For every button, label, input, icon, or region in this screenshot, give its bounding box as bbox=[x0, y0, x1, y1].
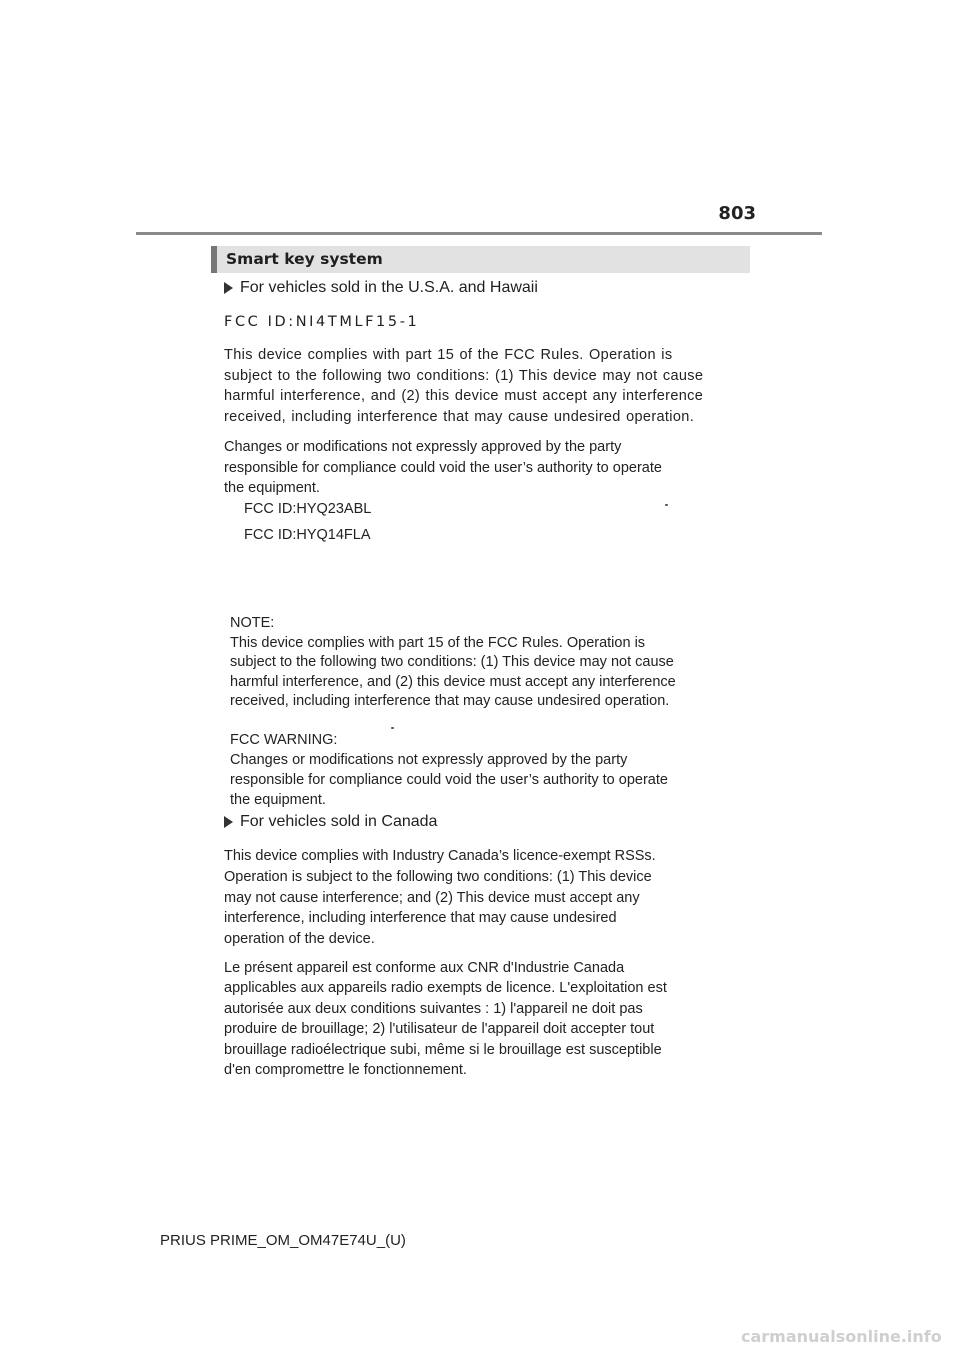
fcc-note-paragraph: NOTE: This device complies with part 15 of the FCC Rules. Operation is subject to the following two conditions: (1) This device may not cause harmful interference, and (2) this device must accept any interference received, including interference that may cause undesired operation. bbox=[230, 615, 676, 710]
fcc-changes-paragraph: Changes or modifications not expressly approved by the party responsible for compliance could void the user’s authority to operate the equipment. bbox=[224, 439, 662, 497]
canada-french-paragraph: Le présent appareil est conforme aux CNR d'Industrie Canada applicables aux appareils radio exempts de licence. L'exploitation est autorisée aux deux conditions suivantes : 1) l'appareil ne doit pas produire de brouillage; 2) l'utilisateur de l'appareil doit accepter tout brouillage radioélectrique subi, même si le brouillage est susceptible d'en compromettre le fonctionnement. bbox=[224, 960, 667, 1079]
fcc-id-hyq14fla: FCC ID:HYQ14FLA bbox=[244, 527, 371, 543]
usa-heading bbox=[224, 279, 538, 297]
scan-speck bbox=[391, 727, 394, 729]
fcc-compliance-paragraph: This device complies with part 15 of the FCC Rules. Operation is subject to the following two conditions: (1) This device may not cause harmful interference, and (2) this device must accept any interference received, including interference that may cause undesired operation. bbox=[224, 347, 704, 425]
page-number: 803 bbox=[718, 203, 756, 224]
fcc-id-ni4tmlf15: FCC ID:NI4TMLF15-1 bbox=[224, 314, 420, 330]
section-title: Smart key system bbox=[211, 246, 750, 273]
fcc-warning-paragraph: FCC WARNING: Changes or modifications not expressly approved by the party responsible for compliance could void the user’s authority to operate the equipment. bbox=[230, 732, 668, 808]
canada-heading bbox=[224, 813, 437, 831]
triangle-bullet-icon bbox=[224, 282, 233, 294]
footer-document-code: PRIUS PRIME_OM_OM47E74U_(U) bbox=[160, 1232, 406, 1249]
header-rule bbox=[136, 232, 822, 235]
fcc-id-hyq23abl: FCC ID:HYQ23ABL bbox=[244, 501, 372, 517]
triangle-bullet-icon bbox=[224, 816, 233, 828]
usa-heading-text: For vehicles sold in the U.S.A. and Hawaii bbox=[240, 279, 538, 296]
scan-speck bbox=[665, 504, 668, 506]
canada-english-paragraph: This device complies with Industry Canada’s licence-exempt RSSs. Operation is subject to the following two conditions: (1) This device may not cause interference; and (2) This device must accept any interference, including interference that may cause undesired operation of the device. bbox=[224, 848, 656, 948]
watermark: carmanualsonline.info bbox=[741, 1327, 942, 1346]
canada-heading-text: For vehicles sold in Canada bbox=[240, 813, 438, 830]
